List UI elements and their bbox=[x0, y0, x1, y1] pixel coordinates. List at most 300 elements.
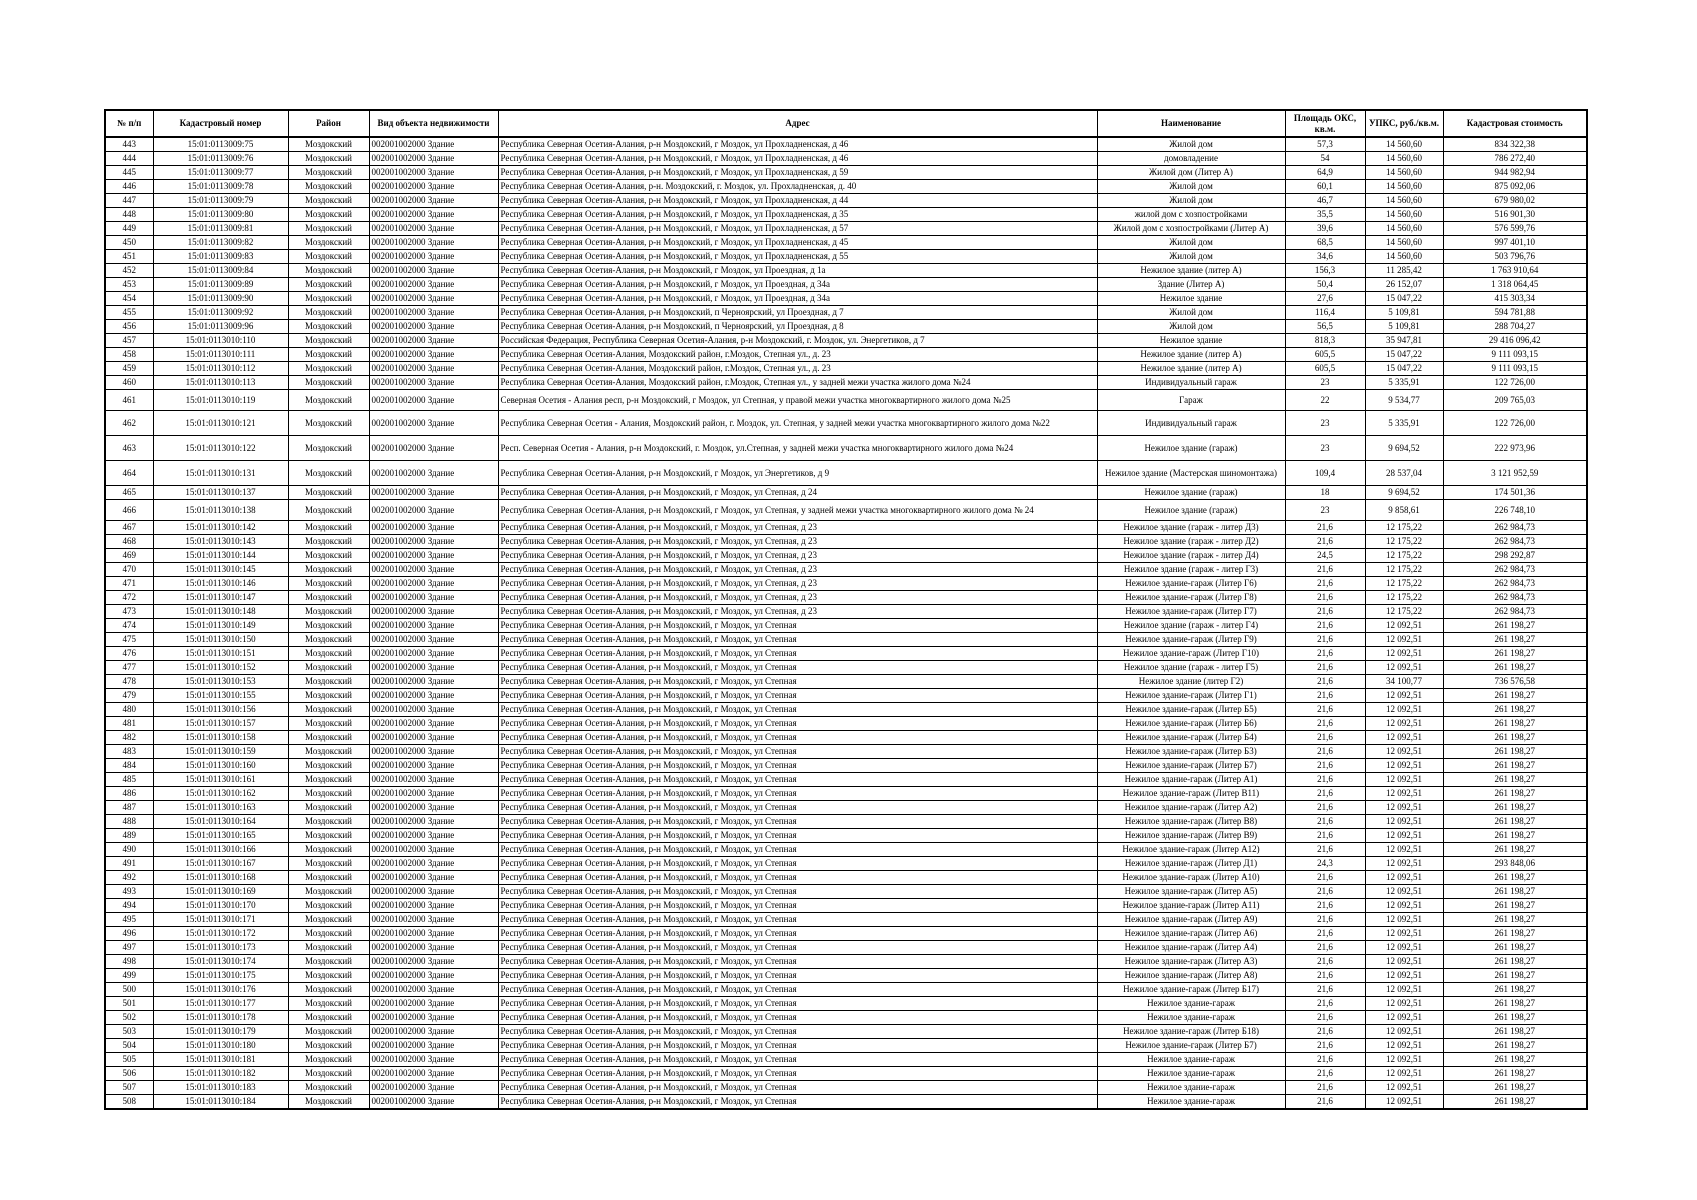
table-row bbox=[105, 208, 1587, 222]
cell-object-name: Жилой дом с хозпостройками (Литер А) bbox=[1097, 222, 1285, 236]
cell-upks: 12 092,51 bbox=[1365, 661, 1443, 675]
cell-address: Северная Осетия - Алания респ, р-н Моздокский, г Моздок, ул Степная, у правой межи участка многоквартирного жилого дома №25 bbox=[498, 390, 1097, 411]
cell-row-number: 480 bbox=[105, 703, 153, 717]
cell-upks: 12 175,22 bbox=[1365, 605, 1443, 619]
cell-cadastral-value: 3 121 952,59 bbox=[1443, 461, 1587, 486]
cell-address: Республика Северная Осетия-Алания, р-н Моздокский, г Моздок, ул Степная bbox=[498, 983, 1097, 997]
cell-district: Моздокский bbox=[288, 264, 369, 278]
cell-cadastral-value: 29 416 096,42 bbox=[1443, 334, 1587, 348]
cell-object-name: Нежилое здание-гараж (Литер Г7) bbox=[1097, 605, 1285, 619]
col-header-cadastral-number: Кадастровый номер bbox=[153, 110, 288, 137]
cell-upks: 12 175,22 bbox=[1365, 577, 1443, 591]
cell-cadastral-value: 261 198,27 bbox=[1443, 871, 1587, 885]
cell-upks: 12 092,51 bbox=[1365, 983, 1443, 997]
cadastral-value-table bbox=[104, 109, 1588, 1110]
cell-cadastral-number: 15:01:0113010:168 bbox=[153, 871, 288, 885]
cell-upks: 14 560,60 bbox=[1365, 250, 1443, 264]
cell-upks: 12 092,51 bbox=[1365, 1011, 1443, 1025]
table-row bbox=[105, 292, 1587, 306]
cell-row-number: 452 bbox=[105, 264, 153, 278]
cell-object-type: 002001002000 Здание bbox=[369, 1095, 498, 1110]
cell-object-name: Нежилое здание-гараж (Литер А4) bbox=[1097, 941, 1285, 955]
cell-object-type: 002001002000 Здание bbox=[369, 549, 498, 563]
cell-upks: 28 537,04 bbox=[1365, 461, 1443, 486]
cell-cadastral-value: 261 198,27 bbox=[1443, 689, 1587, 703]
cell-district: Моздокский bbox=[288, 320, 369, 334]
cell-cadastral-number: 15:01:0113009:89 bbox=[153, 278, 288, 292]
cell-upks: 9 694,52 bbox=[1365, 436, 1443, 461]
cell-object-type: 002001002000 Здание bbox=[369, 941, 498, 955]
cell-area: 24,3 bbox=[1285, 857, 1365, 871]
cell-address: Республика Северная Осетия-Алания, р-н Моздокский, г Моздок, ул Прохладненская, д 45 bbox=[498, 236, 1097, 250]
table-row bbox=[105, 591, 1587, 605]
cell-upks: 14 560,60 bbox=[1365, 180, 1443, 194]
cell-address: Республика Северная Осетия-Алания, р-н Моздокский, г Моздок, ул Степная bbox=[498, 899, 1097, 913]
cell-cadastral-value: 262 984,73 bbox=[1443, 521, 1587, 535]
cell-cadastral-value: 261 198,27 bbox=[1443, 745, 1587, 759]
cell-cadastral-value: 261 198,27 bbox=[1443, 885, 1587, 899]
cell-cadastral-number: 15:01:0113010:112 bbox=[153, 362, 288, 376]
cell-district: Моздокский bbox=[288, 208, 369, 222]
table-row bbox=[105, 362, 1587, 376]
cell-district: Моздокский bbox=[288, 927, 369, 941]
cell-cadastral-number: 15:01:0113010:142 bbox=[153, 521, 288, 535]
cell-area: 21,6 bbox=[1285, 815, 1365, 829]
cell-address: Республика Северная Осетия-Алания, р-н Моздокский, г Моздок, ул Степная bbox=[498, 955, 1097, 969]
cell-object-name: Нежилое здание (литер А) bbox=[1097, 264, 1285, 278]
cell-district: Моздокский bbox=[288, 941, 369, 955]
cell-cadastral-value: 261 198,27 bbox=[1443, 927, 1587, 941]
cell-object-type: 002001002000 Здание bbox=[369, 899, 498, 913]
cell-area: 21,6 bbox=[1285, 591, 1365, 605]
cell-district: Моздокский bbox=[288, 137, 369, 152]
cell-cadastral-number: 15:01:0113010:181 bbox=[153, 1053, 288, 1067]
table-row bbox=[105, 731, 1587, 745]
cell-area: 22 bbox=[1285, 390, 1365, 411]
cell-row-number: 449 bbox=[105, 222, 153, 236]
cell-object-name: Жилой дом bbox=[1097, 180, 1285, 194]
cell-upks: 12 175,22 bbox=[1365, 563, 1443, 577]
cell-area: 35,5 bbox=[1285, 208, 1365, 222]
table-row bbox=[105, 549, 1587, 563]
cell-object-name: Нежилое здание-гараж (Литер Б7) bbox=[1097, 759, 1285, 773]
cell-district: Моздокский bbox=[288, 362, 369, 376]
cell-cadastral-number: 15:01:0113010:111 bbox=[153, 348, 288, 362]
cell-cadastral-number: 15:01:0113010:170 bbox=[153, 899, 288, 913]
cell-upks: 12 092,51 bbox=[1365, 927, 1443, 941]
cell-area: 605,5 bbox=[1285, 348, 1365, 362]
cell-address: Республика Северная Осетия-Алания, р-н Моздокский, п Черноярский, ул Проездная, д 8 bbox=[498, 320, 1097, 334]
cell-upks: 12 092,51 bbox=[1365, 815, 1443, 829]
cell-cadastral-number: 15:01:0113010:153 bbox=[153, 675, 288, 689]
cell-address: Республика Северная Осетия-Алания, р-н Моздокский, г Моздок, ул Степная bbox=[498, 619, 1097, 633]
cell-row-number: 497 bbox=[105, 941, 153, 955]
table-row bbox=[105, 899, 1587, 913]
cell-cadastral-number: 15:01:0113010:131 bbox=[153, 461, 288, 486]
cell-area: 64,9 bbox=[1285, 166, 1365, 180]
cell-object-name: домовладение bbox=[1097, 152, 1285, 166]
cell-district: Моздокский bbox=[288, 1081, 369, 1095]
cell-area: 21,6 bbox=[1285, 983, 1365, 997]
cell-upks: 12 092,51 bbox=[1365, 857, 1443, 871]
cell-cadastral-value: 261 198,27 bbox=[1443, 899, 1587, 913]
cell-cadastral-value: 261 198,27 bbox=[1443, 829, 1587, 843]
cell-district: Моздокский bbox=[288, 486, 369, 500]
cell-row-number: 502 bbox=[105, 1011, 153, 1025]
cell-object-name: Нежилое здание-гараж (Литер А11) bbox=[1097, 899, 1285, 913]
cell-district: Моздокский bbox=[288, 222, 369, 236]
cell-district: Моздокский bbox=[288, 194, 369, 208]
table-row bbox=[105, 577, 1587, 591]
cell-object-type: 002001002000 Здание bbox=[369, 222, 498, 236]
cell-district: Моздокский bbox=[288, 1011, 369, 1025]
cell-object-type: 002001002000 Здание bbox=[369, 486, 498, 500]
cell-upks: 12 092,51 bbox=[1365, 1025, 1443, 1039]
cell-object-type: 002001002000 Здание bbox=[369, 997, 498, 1011]
cell-address: Республика Северная Осетия-Алания, р-н Моздокский, г Моздок, ул Проездная, д 34а bbox=[498, 292, 1097, 306]
cell-object-type: 002001002000 Здание bbox=[369, 745, 498, 759]
cell-cadastral-value: 261 198,27 bbox=[1443, 913, 1587, 927]
cell-object-type: 002001002000 Здание bbox=[369, 563, 498, 577]
cell-row-number: 458 bbox=[105, 348, 153, 362]
cell-area: 21,6 bbox=[1285, 577, 1365, 591]
cell-object-type: 002001002000 Здание bbox=[369, 983, 498, 997]
cell-upks: 12 092,51 bbox=[1365, 801, 1443, 815]
cell-row-number: 472 bbox=[105, 591, 153, 605]
cell-address: Республика Северная Осетия-Алания, р-н. Моздокский, г. Моздок, ул. Прохладненская, д. 40 bbox=[498, 180, 1097, 194]
table-row bbox=[105, 461, 1587, 486]
cell-cadastral-value: 594 781,88 bbox=[1443, 306, 1587, 320]
cell-area: 21,6 bbox=[1285, 675, 1365, 689]
cell-upks: 12 092,51 bbox=[1365, 997, 1443, 1011]
cell-object-type: 002001002000 Здание bbox=[369, 577, 498, 591]
table-row bbox=[105, 815, 1587, 829]
cell-address: Респ. Северная Осетия - Алания, р-н Моздокский, г. Моздок, ул.Степная, у задней межи участка многоквартирного жилого дома №24 bbox=[498, 436, 1097, 461]
cell-object-type: 002001002000 Здание bbox=[369, 801, 498, 815]
cell-row-number: 473 bbox=[105, 605, 153, 619]
table-row bbox=[105, 871, 1587, 885]
cell-object-name: Жилой дом (Литер А) bbox=[1097, 166, 1285, 180]
table-row bbox=[105, 857, 1587, 871]
cell-district: Моздокский bbox=[288, 605, 369, 619]
cell-address: Республика Северная Осетия-Алания, Моздокский район, г.Моздок, Степная ул., д. 23 bbox=[498, 362, 1097, 376]
cell-area: 21,6 bbox=[1285, 647, 1365, 661]
cell-object-name: Жилой дом bbox=[1097, 306, 1285, 320]
cell-address: Республика Северная Осетия-Алания, р-н Моздокский, г Моздок, ул Прохладненская, д 46 bbox=[498, 152, 1097, 166]
cell-cadastral-number: 15:01:0113009:75 bbox=[153, 137, 288, 152]
cell-address: Республика Северная Осетия-Алания, р-н Моздокский, г Моздок, ул Степная bbox=[498, 1067, 1097, 1081]
cell-object-name: Нежилое здание (гараж - литер Д3) bbox=[1097, 521, 1285, 535]
cell-area: 21,6 bbox=[1285, 955, 1365, 969]
cell-district: Моздокский bbox=[288, 236, 369, 250]
cell-row-number: 451 bbox=[105, 250, 153, 264]
cell-district: Моздокский bbox=[288, 647, 369, 661]
cell-address: Республика Северная Осетия-Алания, р-н Моздокский, г Моздок, ул Степная bbox=[498, 759, 1097, 773]
cell-district: Моздокский bbox=[288, 997, 369, 1011]
cell-object-type: 002001002000 Здание bbox=[369, 591, 498, 605]
cell-row-number: 487 bbox=[105, 801, 153, 815]
cell-area: 21,6 bbox=[1285, 563, 1365, 577]
cell-district: Моздокский bbox=[288, 689, 369, 703]
cell-cadastral-number: 15:01:0113010:165 bbox=[153, 829, 288, 843]
table-row bbox=[105, 521, 1587, 535]
col-header-object-type: Вид объекта недвижимости bbox=[369, 110, 498, 137]
cell-object-name: Нежилое здание-гараж (Литер А1) bbox=[1097, 773, 1285, 787]
table-row bbox=[105, 1067, 1587, 1081]
cell-cadastral-number: 15:01:0113009:83 bbox=[153, 250, 288, 264]
cell-address: Республика Северная Осетия-Алания, р-н Моздокский, г Моздок, ул Прохладненская, д 57 bbox=[498, 222, 1097, 236]
cell-row-number: 468 bbox=[105, 535, 153, 549]
cell-cadastral-number: 15:01:0113010:178 bbox=[153, 1011, 288, 1025]
cell-address: Республика Северная Осетия-Алания, р-н Моздокский, г Моздок, ул Степная, д 23 bbox=[498, 521, 1097, 535]
cell-row-number: 467 bbox=[105, 521, 153, 535]
cell-row-number: 443 bbox=[105, 137, 153, 152]
cell-upks: 15 047,22 bbox=[1365, 292, 1443, 306]
cell-object-name: Нежилое здание-гараж (Литер А9) bbox=[1097, 913, 1285, 927]
cell-object-name: Нежилое здание-гараж (Литер А5) bbox=[1097, 885, 1285, 899]
cell-upks: 12 092,51 bbox=[1365, 1053, 1443, 1067]
cell-object-name: Нежилое здание-гараж (Литер А2) bbox=[1097, 801, 1285, 815]
cell-district: Моздокский bbox=[288, 549, 369, 563]
table-row bbox=[105, 983, 1587, 997]
cell-object-type: 002001002000 Здание bbox=[369, 334, 498, 348]
cell-object-type: 002001002000 Здание bbox=[369, 411, 498, 436]
cell-object-name: Нежилое здание-гараж (Литер Б5) bbox=[1097, 703, 1285, 717]
cell-area: 18 bbox=[1285, 486, 1365, 500]
cell-area: 21,6 bbox=[1285, 913, 1365, 927]
cell-upks: 12 092,51 bbox=[1365, 969, 1443, 983]
cell-upks: 12 092,51 bbox=[1365, 773, 1443, 787]
cell-district: Моздокский bbox=[288, 500, 369, 521]
cell-upks: 12 092,51 bbox=[1365, 703, 1443, 717]
cell-object-name: Нежилое здание (гараж) bbox=[1097, 436, 1285, 461]
cell-cadastral-value: 997 401,10 bbox=[1443, 236, 1587, 250]
cell-object-name: Нежилое здание-гараж (Литер Г6) bbox=[1097, 577, 1285, 591]
cell-area: 605,5 bbox=[1285, 362, 1365, 376]
cell-district: Моздокский bbox=[288, 166, 369, 180]
table-row bbox=[105, 411, 1587, 436]
table-row bbox=[105, 885, 1587, 899]
cell-cadastral-value: 261 198,27 bbox=[1443, 941, 1587, 955]
table-row bbox=[105, 222, 1587, 236]
cell-address: Республика Северная Осетия-Алания, р-н Моздокский, г Моздок, ул Степная, д 24 bbox=[498, 486, 1097, 500]
cell-district: Моздокский bbox=[288, 773, 369, 787]
cell-object-type: 002001002000 Здание bbox=[369, 689, 498, 703]
cell-cadastral-value: 261 198,27 bbox=[1443, 983, 1587, 997]
cell-upks: 14 560,60 bbox=[1365, 194, 1443, 208]
cell-address: Республика Северная Осетия-Алания, р-н Моздокский, г Моздок, ул Степная bbox=[498, 843, 1097, 857]
cell-cadastral-value: 174 501,36 bbox=[1443, 486, 1587, 500]
col-header-area: Площадь ОКС, кв.м. bbox=[1285, 110, 1365, 137]
cell-object-type: 002001002000 Здание bbox=[369, 250, 498, 264]
cell-cadastral-value: 262 984,73 bbox=[1443, 605, 1587, 619]
cell-district: Моздокский bbox=[288, 815, 369, 829]
cell-upks: 14 560,60 bbox=[1365, 208, 1443, 222]
cell-row-number: 485 bbox=[105, 773, 153, 787]
cell-object-name: Нежилое здание (гараж) bbox=[1097, 500, 1285, 521]
cell-cadastral-number: 15:01:0113009:76 bbox=[153, 152, 288, 166]
cell-upks: 12 092,51 bbox=[1365, 955, 1443, 969]
cell-object-type: 002001002000 Здание bbox=[369, 1025, 498, 1039]
cell-address: Республика Северная Осетия-Алания, р-н Моздокский, г Моздок, ул Степная bbox=[498, 689, 1097, 703]
cell-district: Моздокский bbox=[288, 411, 369, 436]
table-row bbox=[105, 563, 1587, 577]
cell-object-type: 002001002000 Здание bbox=[369, 376, 498, 390]
cell-row-number: 465 bbox=[105, 486, 153, 500]
cell-cadastral-number: 15:01:0113010:173 bbox=[153, 941, 288, 955]
cell-address: Республика Северная Осетия-Алания, р-н Моздокский, г Моздок, ул Степная bbox=[498, 1053, 1097, 1067]
cell-district: Моздокский bbox=[288, 955, 369, 969]
cell-row-number: 484 bbox=[105, 759, 153, 773]
cell-row-number: 505 bbox=[105, 1053, 153, 1067]
cell-address: Российская Федерация, Республика Северная Осетия-Алания, р-н Моздокский, г. Моздок, ул. Энергетиков, д 7 bbox=[498, 334, 1097, 348]
cell-address: Республика Северная Осетия - Алания, Моздокский район, г. Моздок, ул. Степная, у задней межи участка многоквартирного жилого дома №22 bbox=[498, 411, 1097, 436]
cell-area: 21,6 bbox=[1285, 731, 1365, 745]
cell-upks: 5 109,81 bbox=[1365, 306, 1443, 320]
cell-object-type: 002001002000 Здание bbox=[369, 913, 498, 927]
cell-row-number: 453 bbox=[105, 278, 153, 292]
cell-upks: 35 947,81 bbox=[1365, 334, 1443, 348]
cell-object-name: Нежилое здание (гараж - литер Г4) bbox=[1097, 619, 1285, 633]
table-row bbox=[105, 180, 1587, 194]
cell-cadastral-value: 261 198,27 bbox=[1443, 661, 1587, 675]
cell-district: Моздокский bbox=[288, 703, 369, 717]
cell-cadastral-number: 15:01:0113010:180 bbox=[153, 1039, 288, 1053]
cell-address: Республика Северная Осетия-Алания, р-н Моздокский, г Моздок, ул Степная bbox=[498, 927, 1097, 941]
cell-row-number: 448 bbox=[105, 208, 153, 222]
cell-object-type: 002001002000 Здание bbox=[369, 633, 498, 647]
cell-object-name: жилой дом с хозпостройками bbox=[1097, 208, 1285, 222]
table-row bbox=[105, 605, 1587, 619]
cell-address: Республика Северная Осетия-Алания, р-н Моздокский, г Моздок, ул Степная bbox=[498, 941, 1097, 955]
cell-object-type: 002001002000 Здание bbox=[369, 264, 498, 278]
cell-cadastral-number: 15:01:0113010:160 bbox=[153, 759, 288, 773]
cell-address: Республика Северная Осетия-Алания, р-н Моздокский, г Моздок, ул Степная bbox=[498, 815, 1097, 829]
cell-upks: 12 175,22 bbox=[1365, 521, 1443, 535]
cell-district: Моздокский bbox=[288, 801, 369, 815]
cell-object-name: Нежилое здание-гараж (Литер Д1) bbox=[1097, 857, 1285, 871]
cell-address: Республика Северная Осетия-Алания, р-н Моздокский, г Моздок, ул Степная, д 23 bbox=[498, 591, 1097, 605]
cell-cadastral-number: 15:01:0113010:177 bbox=[153, 997, 288, 1011]
cell-area: 21,6 bbox=[1285, 521, 1365, 535]
cell-object-type: 002001002000 Здание bbox=[369, 717, 498, 731]
table-row bbox=[105, 250, 1587, 264]
table-row bbox=[105, 969, 1587, 983]
cell-cadastral-number: 15:01:0113010:110 bbox=[153, 334, 288, 348]
cell-upks: 12 175,22 bbox=[1365, 591, 1443, 605]
cell-object-type: 002001002000 Здание bbox=[369, 829, 498, 843]
cell-address: Республика Северная Осетия-Алания, р-н Моздокский, г Моздок, ул Степная bbox=[498, 913, 1097, 927]
cell-cadastral-value: 944 982,94 bbox=[1443, 166, 1587, 180]
cell-address: Республика Северная Осетия-Алания, р-н Моздокский, г Моздок, ул Степная bbox=[498, 885, 1097, 899]
cell-row-number: 481 bbox=[105, 717, 153, 731]
cell-cadastral-value: 1 318 064,45 bbox=[1443, 278, 1587, 292]
cell-object-name: Гараж bbox=[1097, 390, 1285, 411]
cell-row-number: 489 bbox=[105, 829, 153, 843]
cell-cadastral-value: 261 198,27 bbox=[1443, 1011, 1587, 1025]
table-row bbox=[105, 717, 1587, 731]
cell-district: Моздокский bbox=[288, 759, 369, 773]
cell-object-type: 002001002000 Здание bbox=[369, 661, 498, 675]
cell-upks: 12 092,51 bbox=[1365, 843, 1443, 857]
cell-object-type: 002001002000 Здание bbox=[369, 208, 498, 222]
cell-row-number: 498 bbox=[105, 955, 153, 969]
table-row bbox=[105, 334, 1587, 348]
cell-row-number: 463 bbox=[105, 436, 153, 461]
cell-upks: 5 335,91 bbox=[1365, 376, 1443, 390]
cell-district: Моздокский bbox=[288, 292, 369, 306]
cell-district: Моздокский bbox=[288, 535, 369, 549]
cell-district: Моздокский bbox=[288, 348, 369, 362]
table-row bbox=[105, 152, 1587, 166]
cell-upks: 26 152,07 bbox=[1365, 278, 1443, 292]
cell-cadastral-number: 15:01:0113009:92 bbox=[153, 306, 288, 320]
cell-object-type: 002001002000 Здание bbox=[369, 535, 498, 549]
cell-row-number: 464 bbox=[105, 461, 153, 486]
cell-area: 21,6 bbox=[1285, 927, 1365, 941]
cell-object-type: 002001002000 Здание bbox=[369, 436, 498, 461]
cell-district: Моздокский bbox=[288, 180, 369, 194]
cell-cadastral-number: 15:01:0113009:77 bbox=[153, 166, 288, 180]
cell-object-type: 002001002000 Здание bbox=[369, 362, 498, 376]
cell-cadastral-value: 875 092,06 bbox=[1443, 180, 1587, 194]
cell-address: Республика Северная Осетия-Алания, р-н Моздокский, г Моздок, ул Степная bbox=[498, 787, 1097, 801]
table-row bbox=[105, 759, 1587, 773]
cell-district: Моздокский bbox=[288, 390, 369, 411]
cell-upks: 12 092,51 bbox=[1365, 689, 1443, 703]
cell-district: Моздокский bbox=[288, 591, 369, 605]
cell-cadastral-number: 15:01:0113010:164 bbox=[153, 815, 288, 829]
cell-row-number: 475 bbox=[105, 633, 153, 647]
table-row bbox=[105, 661, 1587, 675]
cell-cadastral-value: 9 111 093,15 bbox=[1443, 348, 1587, 362]
cell-upks: 12 092,51 bbox=[1365, 871, 1443, 885]
cell-area: 21,6 bbox=[1285, 787, 1365, 801]
cell-object-name: Нежилое здание-гараж (Литер В9) bbox=[1097, 829, 1285, 843]
cell-district: Моздокский bbox=[288, 250, 369, 264]
cell-object-name: Жилой дом bbox=[1097, 137, 1285, 152]
cell-cadastral-value: 261 198,27 bbox=[1443, 801, 1587, 815]
cell-row-number: 469 bbox=[105, 549, 153, 563]
cell-row-number: 446 bbox=[105, 180, 153, 194]
cell-object-type: 002001002000 Здание bbox=[369, 500, 498, 521]
col-header-cadastral-value: Кадастровая стоимость bbox=[1443, 110, 1587, 137]
cell-cadastral-number: 15:01:0113010:157 bbox=[153, 717, 288, 731]
cell-object-name: Индивидуальный гараж bbox=[1097, 411, 1285, 436]
cell-area: 23 bbox=[1285, 436, 1365, 461]
cell-cadastral-number: 15:01:0113010:119 bbox=[153, 390, 288, 411]
cell-address: Республика Северная Осетия-Алания, р-н Моздокский, г Моздок, ул Степная bbox=[498, 703, 1097, 717]
cell-address: Республика Северная Осетия-Алания, р-н Моздокский, г Моздок, ул Степная bbox=[498, 997, 1097, 1011]
cell-district: Моздокский bbox=[288, 306, 369, 320]
cell-cadastral-value: 9 111 093,15 bbox=[1443, 362, 1587, 376]
table-row bbox=[105, 486, 1587, 500]
cell-row-number: 495 bbox=[105, 913, 153, 927]
cell-row-number: 507 bbox=[105, 1081, 153, 1095]
cell-cadastral-number: 15:01:0113010:145 bbox=[153, 563, 288, 577]
table-row bbox=[105, 376, 1587, 390]
cell-upks: 12 092,51 bbox=[1365, 745, 1443, 759]
cell-object-type: 002001002000 Здание bbox=[369, 137, 498, 152]
cell-cadastral-value: 261 198,27 bbox=[1443, 759, 1587, 773]
cell-cadastral-value: 226 748,10 bbox=[1443, 500, 1587, 521]
cell-cadastral-value: 262 984,73 bbox=[1443, 577, 1587, 591]
cell-area: 21,6 bbox=[1285, 689, 1365, 703]
cell-address: Республика Северная Осетия-Алания, р-н Моздокский, г Моздок, ул Степная bbox=[498, 647, 1097, 661]
cell-address: Республика Северная Осетия-Алания, р-н Моздокский, г Моздок, ул Степная bbox=[498, 801, 1097, 815]
cell-area: 60,1 bbox=[1285, 180, 1365, 194]
cell-cadastral-value: 503 796,76 bbox=[1443, 250, 1587, 264]
